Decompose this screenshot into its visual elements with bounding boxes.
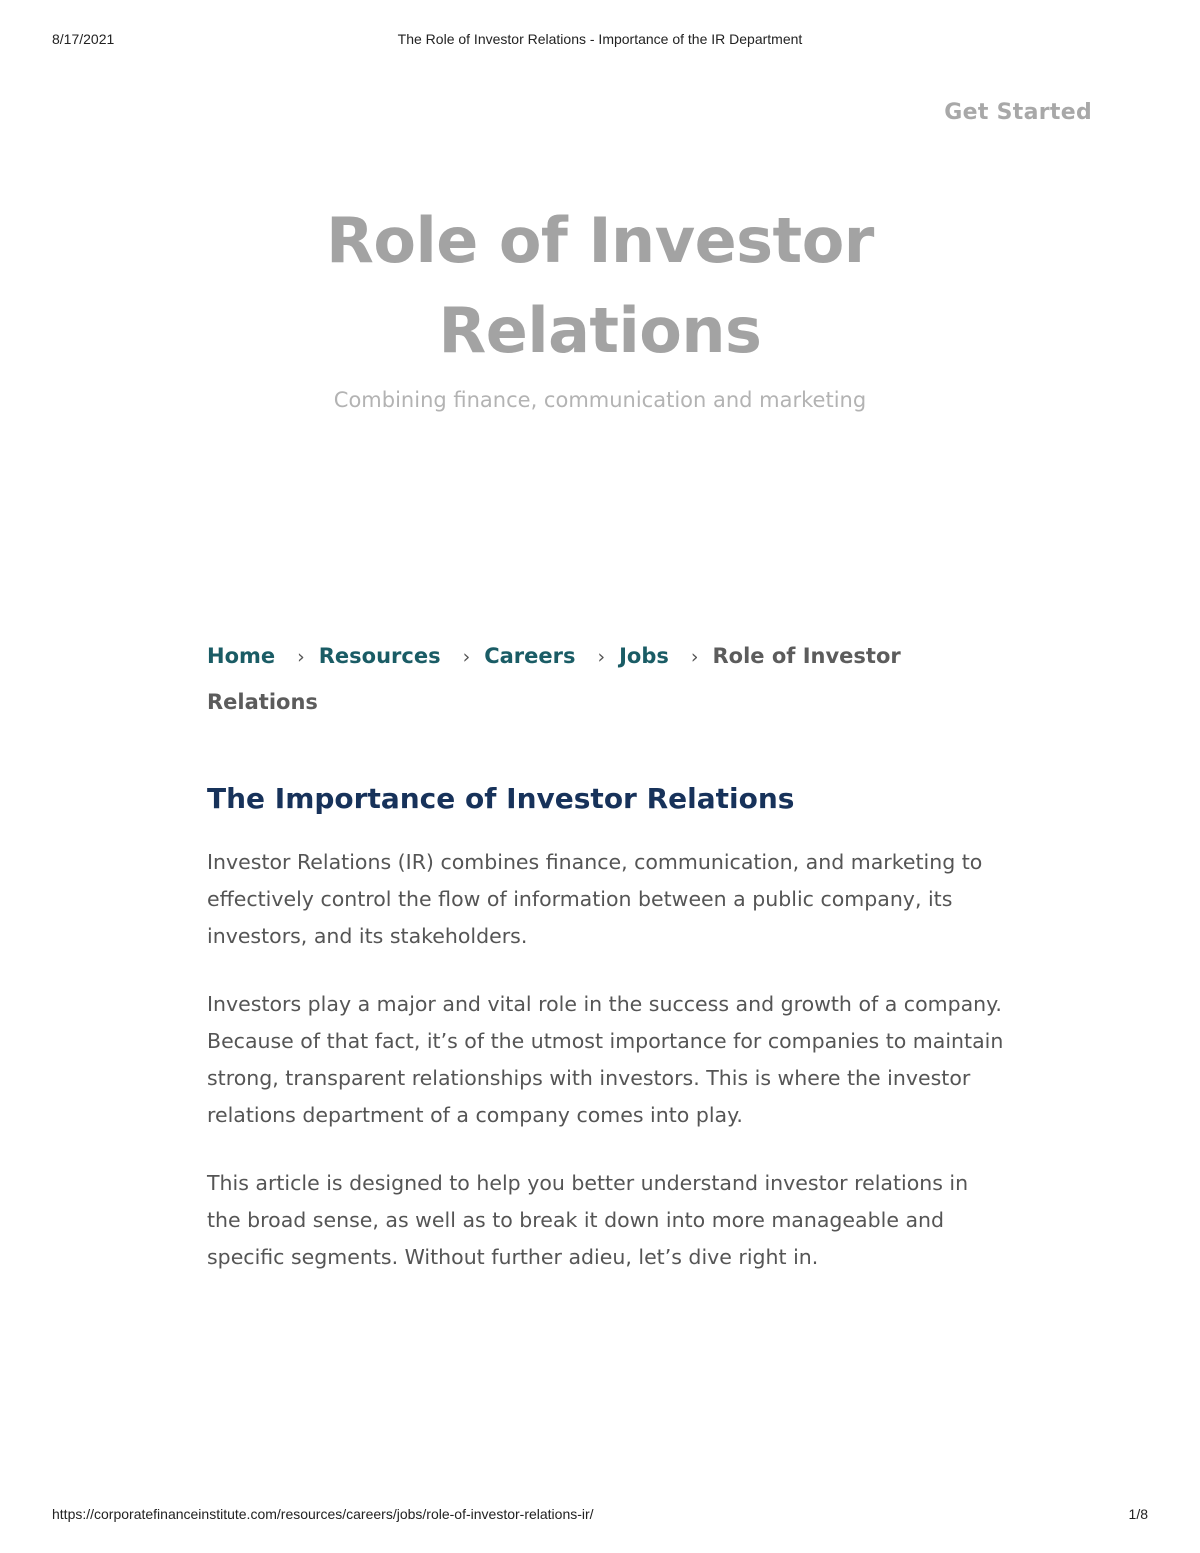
breadcrumb-home-link[interactable]: Home: [207, 644, 276, 668]
page-title-line-2: Relations: [438, 294, 762, 367]
page-subtitle: Combining finance, communication and marketing: [333, 388, 867, 412]
breadcrumb-current: Role of Investor Relations: [207, 644, 901, 714]
print-header-title: The Role of Investor Relations - Importance of the IR Department: [397, 31, 803, 47]
article-paragraph: Investors play a major and vital role in the success and growth of a company. Because of that fact, it’s of the utmost importance for companies to maintain strong, transparent relationships with investors. This is where the investor relations department of a company comes into play.: [207, 992, 1004, 1127]
breadcrumb-careers-link[interactable]: Careers: [484, 644, 576, 668]
article-paragraph: Investor Relations (IR) combines finance, communication, and marketing to effectively control the flow of information between a public company, its investors, and its stakeholders.: [207, 850, 983, 948]
article-heading: The Importance of Investor Relations: [207, 782, 795, 815]
page-title: [0, 196, 1200, 376]
breadcrumb-separator-icon: ›: [597, 646, 606, 668]
breadcrumb-separator-icon: ›: [462, 646, 471, 668]
breadcrumb-separator-icon: ›: [297, 646, 305, 668]
page-title-line-1: Role of Investor: [326, 204, 874, 277]
breadcrumb-separator-icon: ›: [690, 646, 699, 668]
breadcrumb-resources-link[interactable]: Resources: [318, 644, 441, 668]
breadcrumb-jobs-link[interactable]: Jobs: [619, 644, 669, 668]
breadcrumb: [207, 634, 927, 725]
article-paragraph: This article is designed to help you better understand investor relations in the broad sense, as well as to break it down into more manageable and specific segments. Without further adieu, let’s dive right in.: [207, 1171, 969, 1269]
print-header-date: 8/17/2021: [52, 31, 115, 47]
article-body: [207, 778, 1007, 1307]
print-footer-url: https://corporatefinanceinstitute.com/resources/careers/jobs/role-of-investor-relations-ir/: [52, 1506, 594, 1522]
print-footer-page-number: 1/8: [1128, 1506, 1148, 1522]
get-started-link[interactable]: Get Started: [944, 100, 1092, 125]
